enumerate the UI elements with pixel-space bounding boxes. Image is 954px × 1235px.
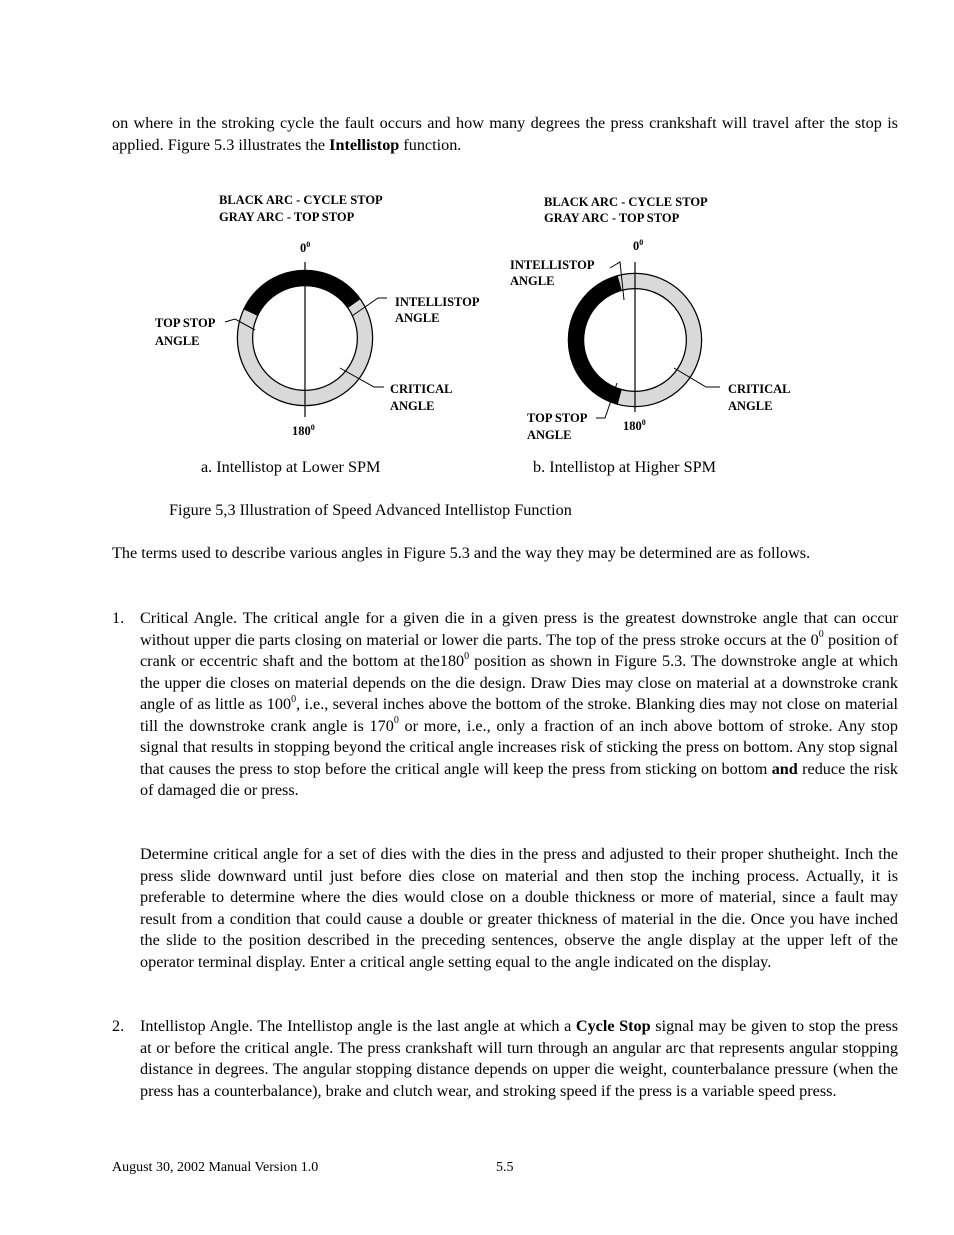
intro-text-end: function.	[399, 135, 462, 154]
right-critical-line2: ANGLE	[728, 399, 773, 413]
item1-text-6: reduce the risk of damaged die or press.	[140, 759, 898, 799]
right-black-arc	[576, 283, 620, 397]
left-legend-line1: BLACK ARC - CYCLE STOP	[219, 193, 383, 207]
item1-text-3: position as shown in Figure 5.3. The downstroke angle at which the upper die closes on material depends on the die design. Draw Dies may close on material at a downstroke crank angle of as little as 100	[140, 652, 898, 713]
item1-text-1: Critical Angle. The critical angle for a given die in a given press is the greatest downstroke angle that can occur without upper die parts closing on material or lower die parts. The top of the press stroke occurs at the 0	[140, 609, 898, 649]
intellistop-figure	[0, 0, 954, 460]
right-top-degree: $0^0$	[633, 238, 644, 253]
degree-sup: 0	[464, 650, 470, 662]
right-diagram	[510, 195, 791, 442]
right-intellistop-line1: INTELLISTOP	[510, 258, 595, 272]
item2-bold-cycle-stop: Cycle Stop	[575, 1017, 651, 1035]
right-legend-line2: GRAY ARC - TOP STOP	[544, 211, 680, 225]
item2-paragraph	[140, 1016, 898, 1102]
footer-page-number: 5.5	[496, 1160, 514, 1175]
left-diagram	[155, 193, 480, 438]
item1-paragraph-2: Determine critical angle for a set of dies with the dies in the press and adjusted to their proper shutheight. Inch the press slide downward until just before dies close on material and then stop the inching process. Actually, it is preferable to determine where the dies would close on a double thickness or more of material, since a fault may result from a condition that could cause a double or greater thickness of material in the die. Once you have inched the slide to the position described in the preceding sentences, observe the angle display at the upper left of the operator terminal display. Enter a critical angle setting equal to the angle indicated on the display.	[140, 845, 898, 971]
item1-bold-and: and	[771, 759, 798, 778]
item2-text-1: Intellistop Angle. The Intellistop angle is the last angle at which a	[140, 1017, 576, 1035]
left-legend-line2: GRAY ARC - TOP STOP	[219, 210, 355, 224]
right-topstop-line1: TOP STOP	[527, 411, 588, 425]
left-critical-line2: ANGLE	[390, 399, 435, 413]
left-black-arc	[251, 278, 355, 313]
degree-sup: 0	[393, 715, 399, 727]
item1-text-5: or more, i.e., only a fraction of an inch above bottom of stroke. Any stop signal that results in stopping beyond the critical angle increases risk of sticking the press on bottom. Any stop signal that causes the press to stop before the critical angle will keep the press from sticking on bottom	[140, 716, 898, 778]
degree-sup: 0	[291, 693, 297, 705]
terms-intro-paragraph: The terms used to describe various angles in Figure 5.3 and the way they may be determined are as follows.	[112, 544, 811, 562]
left-topstop-line1: TOP STOP	[155, 316, 216, 330]
left-top-degree: $0^0$	[300, 240, 311, 255]
left-topstop-line2: ANGLE	[155, 334, 200, 348]
right-critical-line1: CRITICAL	[728, 382, 791, 396]
left-critical-line1: CRITICAL	[390, 382, 453, 396]
item1-number: 1.	[112, 609, 125, 627]
item1-paragraph	[140, 608, 898, 802]
right-intellistop-line2: ANGLE	[510, 274, 555, 288]
right-legend-line1: BLACK ARC - CYCLE STOP	[544, 195, 708, 209]
footer-date-version: August 30, 2002 Manual Version 1.0	[112, 1160, 319, 1175]
degree-sup: 0	[818, 629, 824, 641]
right-topstop-line2: ANGLE	[527, 428, 572, 442]
left-bottom-degree: $180^0$	[292, 423, 315, 438]
intro-bold-intellistop: Intellistop	[329, 135, 400, 154]
item1-text-4: , i.e., several inches above the bottom of the stroke. Blanking dies may not close on material till the downstroke crank angle is 170	[140, 695, 898, 735]
figure-title: Figure 5,3 Illustration of Speed Advanced Intellistop Function	[169, 501, 572, 519]
item2-text-2: signal may be given to stop the press at or before the critical angle. The press crankshaft will turn through an angular arc that represents angular stopping distance in degrees. The angular stopping distance depends on upper die weight, counterbalance pressure (when the press has a counterbalance), brake and clutch wear, and stroking speed if the press is a variable speed press.	[140, 1017, 899, 1100]
right-bottom-degree: $180^0$	[623, 418, 646, 433]
item1-text-2: position of crank or eccentric shaft and the bottom at the180	[140, 630, 898, 670]
left-intellistop-line2: ANGLE	[395, 311, 440, 325]
item2-number: 2.	[112, 1017, 125, 1035]
caption-left: a. Intellistop at Lower SPM	[201, 458, 381, 476]
caption-right: b. Intellistop at Higher SPM	[533, 458, 717, 476]
left-intellistop-line1: INTELLISTOP	[395, 295, 480, 309]
intro-text: on where in the stroking cycle the fault occurs and how many degrees the press crankshaft will travel after the stop is applied. Figure 5.3 illustrates the	[112, 114, 898, 154]
